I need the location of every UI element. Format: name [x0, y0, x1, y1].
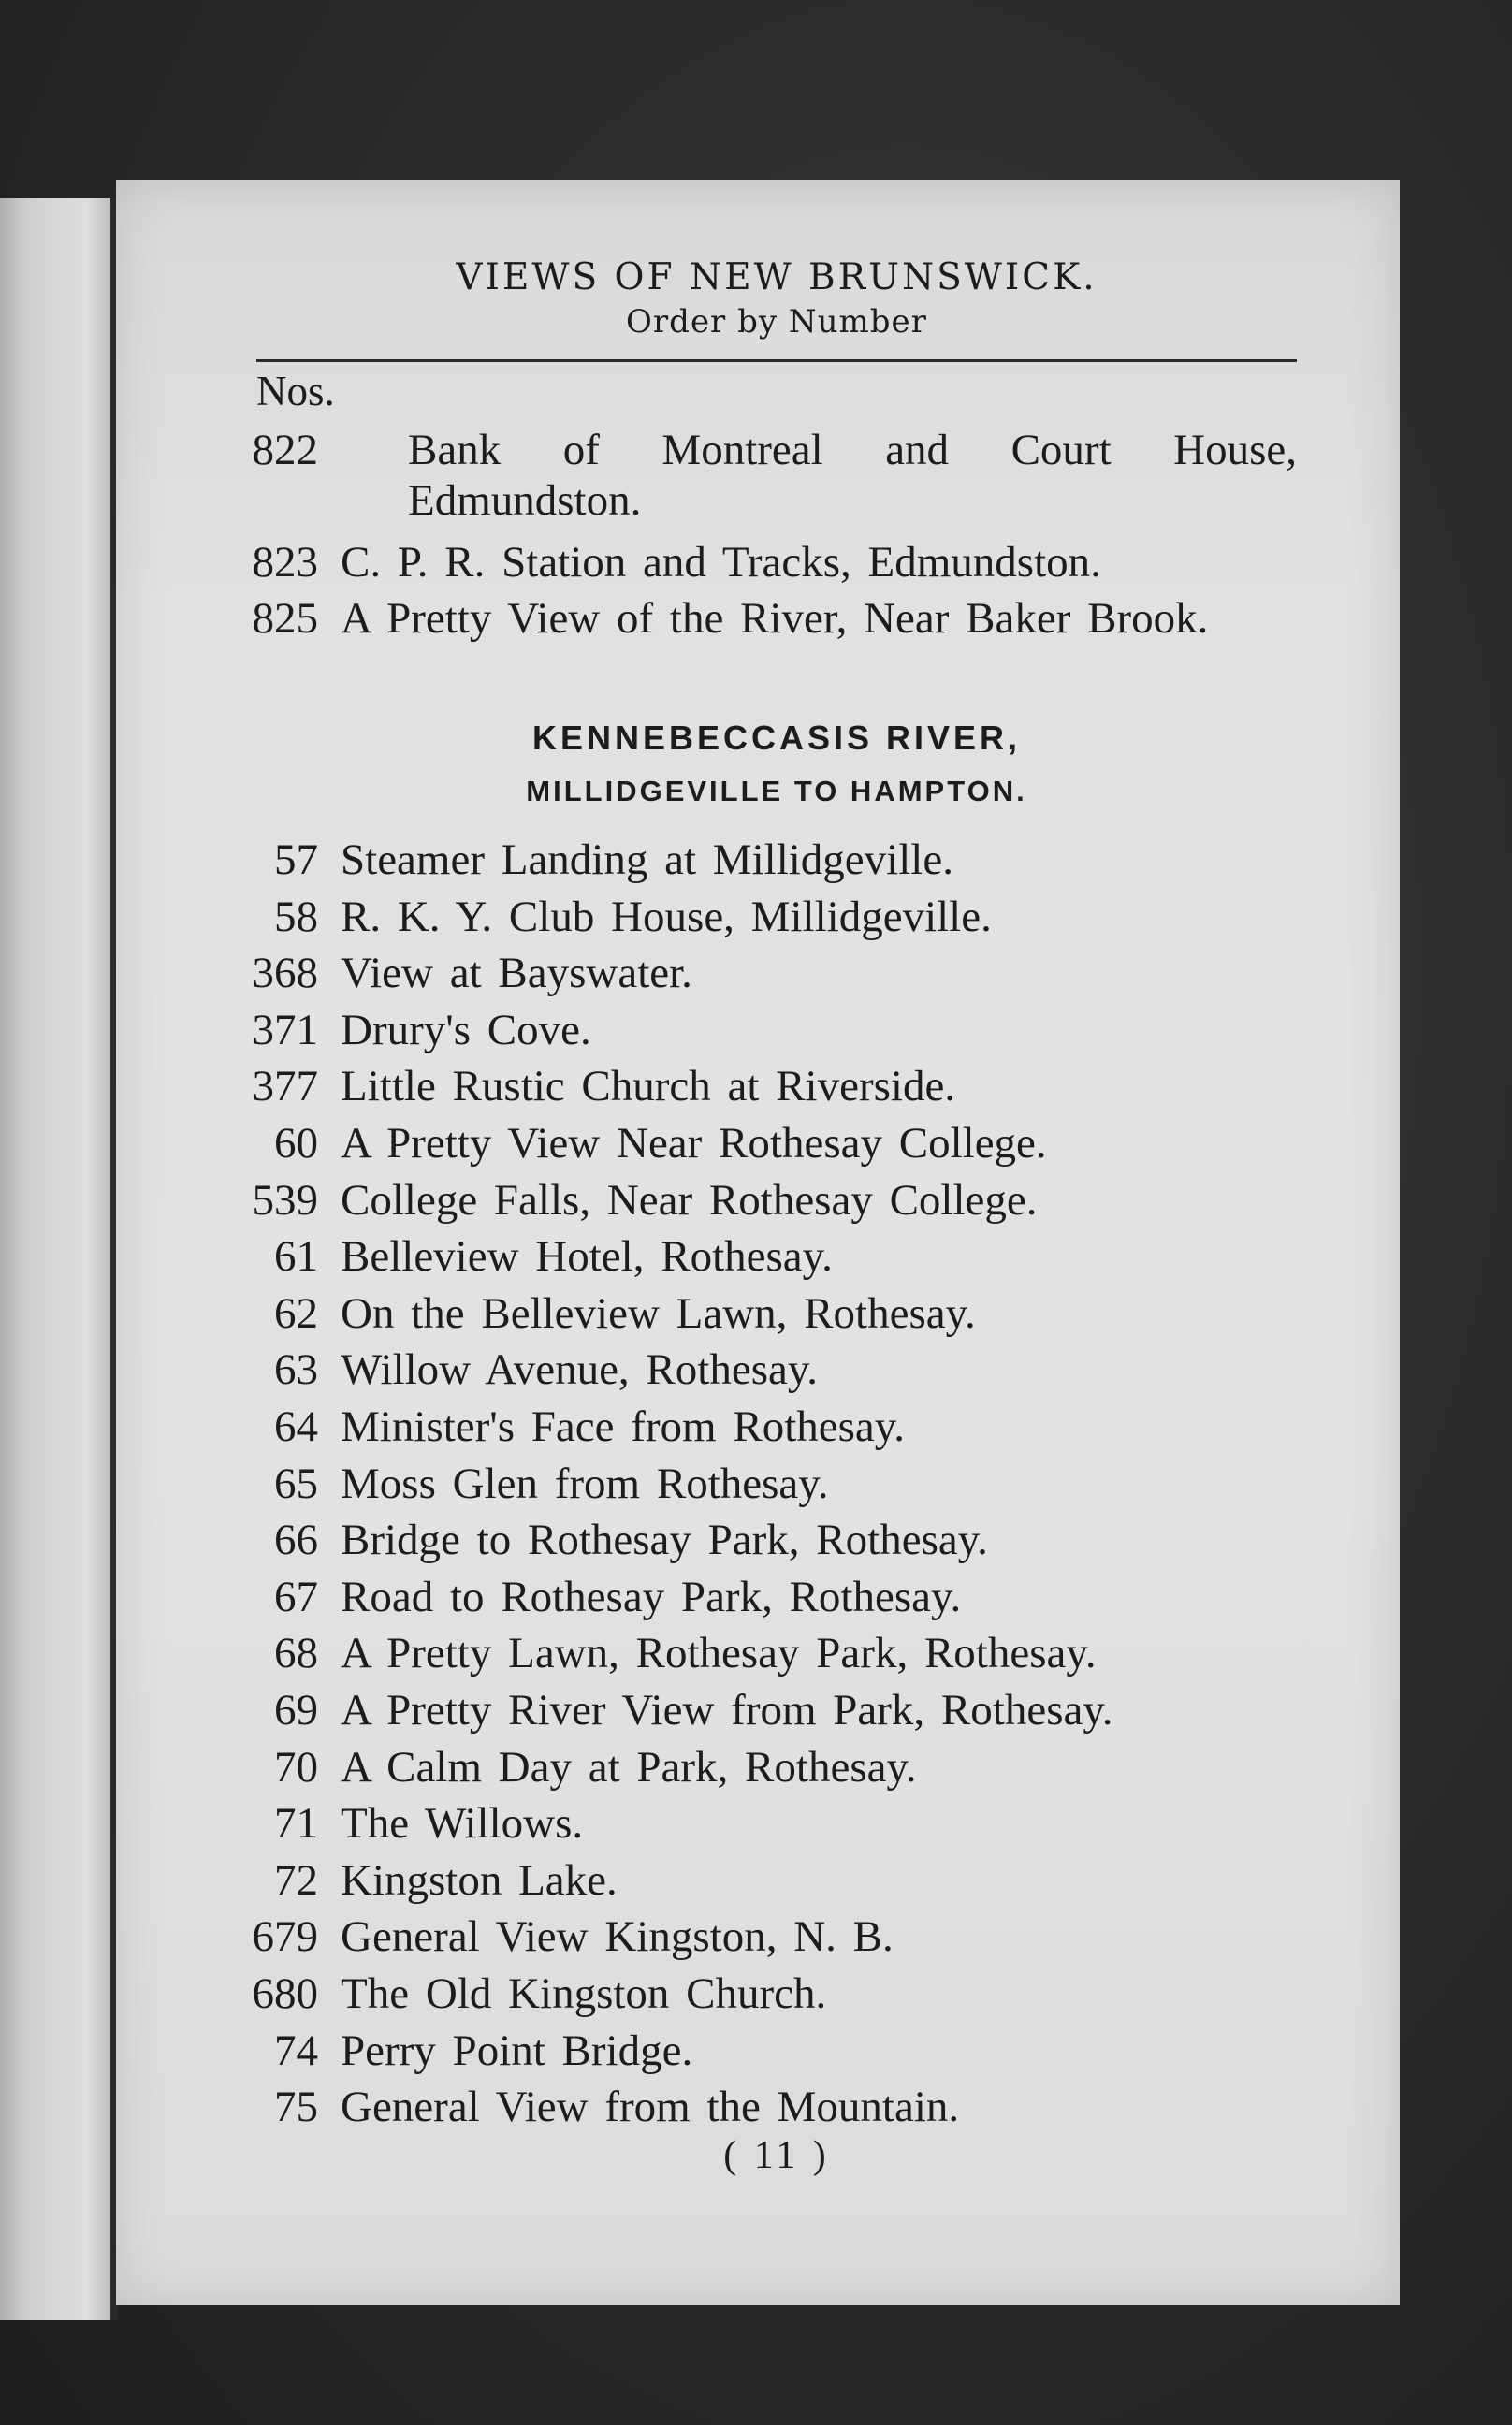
entry-number: 64 [274, 1402, 318, 1451]
entry-number: 72 [274, 1856, 318, 1905]
page-number: ( 11 ) [723, 2134, 830, 2177]
section-title: KENNEBECCASIS RIVER, [531, 719, 1022, 757]
entry-number: 823 [252, 538, 318, 587]
entry-number: 75 [274, 2083, 318, 2131]
entry-title: Kingston Lake. [341, 1856, 618, 1905]
entry-title: General View Kingston, N. B. [341, 1912, 894, 1961]
entry-title: R. K. Y. Club House, Millidgeville. [341, 893, 992, 941]
entry-number: 61 [274, 1232, 318, 1281]
entry-number: 62 [274, 1289, 318, 1338]
entry-title: Willow Avenue, Rothesay. [341, 1345, 819, 1394]
section-subtitle: MILLIDGEVILLE TO HAMPTON. [526, 775, 1027, 807]
entry-title: Steamer Landing at Millidgeville. [341, 835, 953, 884]
entry-number: 371 [252, 1006, 318, 1054]
entry-number: 539 [252, 1176, 318, 1225]
entry-title: A Calm Day at Park, Rothesay. [341, 1743, 917, 1792]
entry-title: Bridge to Rothesay Park, Rothesay. [341, 1516, 988, 1564]
entry-title: Moss Glen from Rothesay. [341, 1459, 829, 1508]
entry-title: A Pretty View Near Rothesay College. [341, 1119, 1047, 1168]
book-page [116, 180, 1400, 2305]
nos-label: Nos. [256, 368, 335, 414]
entry-number: 66 [274, 1516, 318, 1564]
entry-number: 58 [274, 893, 318, 941]
page-subtitle: Order by Number [626, 303, 927, 341]
entry-number: 377 [252, 1062, 318, 1111]
entry-number: 822 [252, 426, 318, 474]
entry-number: 68 [274, 1629, 318, 1677]
entry-number: 63 [274, 1345, 318, 1394]
entry-title: C. P. R. Station and Tracks, Edmundston. [341, 538, 1101, 587]
entry-title: The Willows. [341, 1799, 584, 1848]
entry-number: 65 [274, 1459, 318, 1508]
entry-title: Perry Point Bridge. [341, 2026, 693, 2075]
entry-title: On the Belleview Lawn, Rothesay. [341, 1289, 976, 1338]
entry-title: Minister's Face from Rothesay. [341, 1402, 905, 1451]
entry-number: 74 [274, 2026, 318, 2075]
entry-title: Belleview Hotel, Rothesay. [341, 1232, 833, 1281]
entry-title: Bank of Montreal and Court House, Edmundston. [408, 426, 1297, 525]
entry-number: 825 [252, 594, 318, 643]
entry-number: 60 [274, 1119, 318, 1168]
entry-title: The Old Kingston Church. [341, 1969, 827, 2018]
entry-title: A Pretty Lawn, Rothesay Park, Rothesay. [341, 1629, 1097, 1677]
entry-title: General View from the Mountain. [341, 2083, 960, 2131]
entry-number: 680 [252, 1969, 318, 2018]
entry-title: A Pretty River View from Park, Rothesay. [341, 1686, 1113, 1735]
entry-title: Road to Rothesay Park, Rothesay. [341, 1573, 962, 1621]
entry-number: 679 [252, 1912, 318, 1961]
entry-number: 57 [274, 835, 318, 884]
facing-page-edge [0, 198, 115, 2320]
entry-title: View at Bayswater. [341, 949, 692, 997]
entry-title: Little Rustic Church at Riverside. [341, 1062, 956, 1111]
entry-number: 368 [252, 949, 318, 997]
entry-title: A Pretty View of the River, Near Baker Brook. [341, 594, 1209, 643]
entry-number: 70 [274, 1743, 318, 1792]
entry-number: 67 [274, 1573, 318, 1621]
entry-number: 69 [274, 1686, 318, 1735]
entry-title: College Falls, Near Rothesay College. [341, 1176, 1038, 1225]
header-rule [256, 359, 1297, 362]
entry-number: 71 [274, 1799, 318, 1848]
page-title: VIEWS OF NEW BRUNSWICK. [456, 256, 1098, 298]
entry-title: Drury's Cove. [341, 1006, 591, 1054]
